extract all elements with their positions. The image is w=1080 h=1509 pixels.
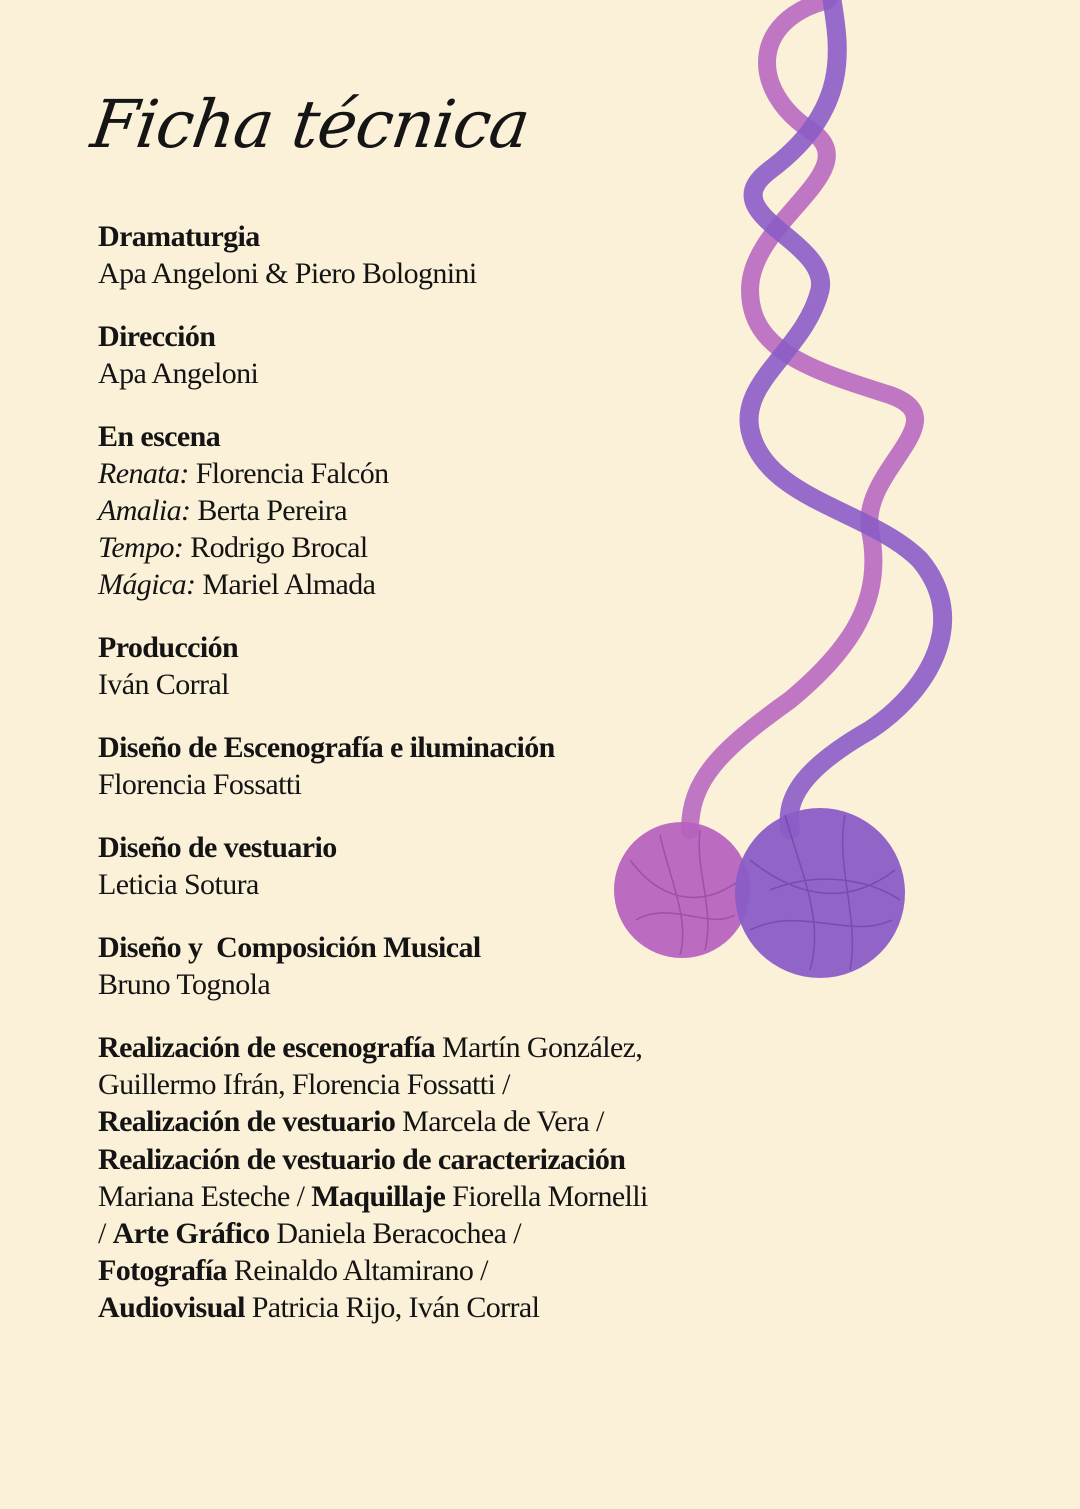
- cast-actor: Rodrigo Brocal: [190, 531, 368, 564]
- credit-role: Arte Gráfico: [112, 1217, 270, 1251]
- cast-actor: Berta Pereira: [197, 494, 347, 527]
- credit-role: Producción: [98, 631, 239, 664]
- credit-name: Patricia Rijo, Iván Corral: [244, 1291, 540, 1325]
- additional-credits: [98, 1029, 718, 1327]
- credit-name: Leticia Sotura: [98, 868, 259, 901]
- credit-name: Reinaldo Altamirano /: [226, 1254, 488, 1288]
- page-title: Ficha técnica: [86, 86, 534, 163]
- credit-line: [98, 1066, 718, 1103]
- credit-role: Diseño de Escenografía e iluminación: [98, 731, 555, 764]
- credit-name: Iván Corral: [98, 668, 229, 701]
- cast-actor: Florencia Falcón: [195, 457, 389, 490]
- credit-role: Realización de escenografía: [98, 1031, 436, 1064]
- credit-separator: /: [98, 1217, 113, 1251]
- credit-role: Diseño de vestuario: [98, 831, 337, 864]
- credit-role: En escena: [98, 420, 221, 453]
- credit-role: Audiovisual: [98, 1291, 245, 1325]
- credit-name: Bruno Tognola: [98, 968, 271, 1001]
- credit-name: Guillermo Ifrán, Florencia Fossatti /: [98, 1068, 510, 1102]
- credit-role: Realización de vestuario: [98, 1105, 396, 1139]
- cast-character: Mágica:: [98, 568, 196, 601]
- credit-line: [98, 1141, 718, 1178]
- yarn-illustration: [600, 0, 980, 990]
- cast-actor: Mariel Almada: [202, 568, 376, 601]
- credit-name: Martín González,: [435, 1031, 643, 1064]
- credit-role: Realización de vestuario de caracterización: [98, 1142, 626, 1176]
- credit-line: [98, 1103, 718, 1140]
- credit-name: Daniela Beracochea /: [269, 1217, 521, 1251]
- credit-name: Florencia Fossatti: [98, 768, 302, 801]
- violet-yarn-ball: [735, 808, 905, 978]
- cast-character: Amalia:: [98, 494, 191, 527]
- credit-line: [98, 1178, 718, 1215]
- pink-yarn-strand: [690, 0, 915, 830]
- credit-name: Apa Angeloni: [98, 357, 259, 390]
- credit-name: Marcela de Vera /: [395, 1105, 604, 1139]
- credit-line: [98, 1215, 718, 1252]
- credit-name: Mariana Esteche /: [98, 1179, 312, 1213]
- credit-name: Apa Angeloni & Piero Bolognini: [98, 257, 477, 290]
- credit-role: Dirección: [98, 320, 216, 353]
- credit-role: Fotografía: [98, 1254, 227, 1288]
- credit-name: Fiorella Mornelli: [445, 1179, 648, 1213]
- credit-role: Dramaturgia: [98, 220, 260, 253]
- pink-yarn-ball: [614, 822, 750, 958]
- credit-line: [98, 1029, 718, 1066]
- cast-character: Renata:: [98, 457, 189, 490]
- credit-line: [98, 1252, 718, 1289]
- credit-role: Diseño y Composición Musical: [98, 931, 481, 964]
- credit-role: Maquillaje: [311, 1179, 446, 1213]
- credit-line: [98, 1289, 718, 1326]
- cast-character: Tempo:: [98, 531, 184, 564]
